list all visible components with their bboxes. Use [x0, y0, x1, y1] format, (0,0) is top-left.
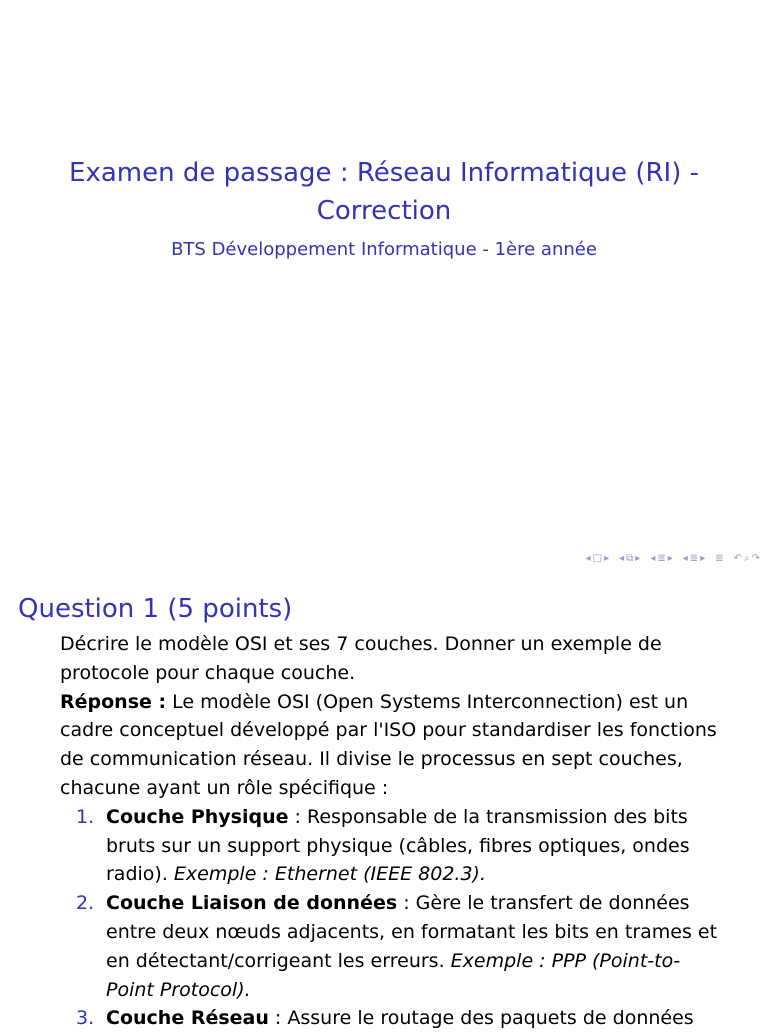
nav-right-arrow-icon[interactable]: ▸: [604, 553, 610, 564]
layer-name: Couche Physique: [106, 805, 289, 828]
presentation-title: Examen de passage : Réseau Informatique (RI) - Correction: [69, 158, 699, 226]
nav-forward-icon[interactable]: ↷: [751, 553, 760, 564]
layer-example: Exemple : PPP (Point-to-Point Protocol).: [106, 949, 681, 1001]
nav-left-arrow-icon[interactable]: ◂: [650, 553, 656, 564]
list-item: [60, 803, 720, 889]
nav-back-icon[interactable]: ↶: [733, 553, 742, 564]
list-item-number: 2.: [76, 892, 95, 915]
nav-appendix-group: [715, 552, 723, 566]
list-item: [60, 1004, 720, 1033]
layer-description: : Responsable de la transmission des bits bruts sur un support physique (câbles, fibres optiques, ondes radio).: [106, 805, 690, 886]
layer-name: Couche Liaison de données: [106, 892, 398, 915]
nav-search-icon[interactable]: ⌕: [744, 553, 750, 564]
layer-name: Couche Réseau: [106, 1007, 269, 1030]
presentation-subtitle: BTS Développement Informatique - 1ère année: [171, 239, 597, 260]
nav-frame-group: [586, 552, 610, 566]
nav-subsection-group: [619, 552, 640, 566]
answer-label: Réponse :: [60, 690, 167, 713]
title-block: [40, 154, 728, 262]
nav-right-arrow-icon[interactable]: ▸: [667, 553, 673, 564]
nav-section-group: [650, 552, 672, 566]
answer-paragraph: [60, 688, 720, 803]
question-statement: Décrire le modèle OSI et ses 7 couches. Donner un exemple de protocole pour chaque couche.: [60, 633, 662, 684]
answer-text: Le modèle OSI (Open Systems Interconnection) est un cadre conceptuel développé par l'ISO pour standardiser les fonctions de communication réseau. Il divise le processus en sept couches, chacune ayant un rôle spécifique :: [60, 690, 717, 799]
nav-subsection-icon[interactable]: ⧉: [626, 553, 634, 564]
nav-search-group: [734, 552, 760, 566]
question-slide: [0, 578, 768, 1030]
nav-document-group: [683, 552, 705, 566]
nav-section-icon[interactable]: ≣: [657, 553, 666, 564]
nav-document-icon[interactable]: ≣: [689, 553, 699, 564]
list-item: [60, 889, 720, 1004]
nav-left-arrow-icon[interactable]: ◂: [585, 553, 591, 564]
frame-title: Question 1 (5 points): [18, 594, 293, 624]
beamer-navigation-bar: [586, 552, 760, 566]
nav-appendix-icon[interactable]: ≣: [715, 553, 724, 564]
nav-frame-icon[interactable]: □: [592, 553, 603, 564]
layer-description: : Gère le transfert de données entre deux nœuds adjacents, en formatant les bits en trames et en détectant/corrigeant les erreurs.: [106, 892, 718, 972]
osi-layer-list: [60, 803, 720, 1033]
nav-right-arrow-icon[interactable]: ▸: [635, 553, 641, 564]
list-item-number: 1.: [76, 805, 95, 828]
list-item-number: 3.: [76, 1007, 95, 1030]
nav-left-arrow-icon[interactable]: ◂: [682, 553, 688, 564]
layer-example: Exemple : Ethernet (IEEE 802.3).: [173, 863, 487, 886]
frame-body: [60, 630, 720, 1033]
nav-right-arrow-icon[interactable]: ▸: [700, 553, 706, 564]
layer-description: : Assure le routage des paquets de données: [268, 1007, 694, 1030]
nav-left-arrow-icon[interactable]: ◂: [619, 553, 625, 564]
